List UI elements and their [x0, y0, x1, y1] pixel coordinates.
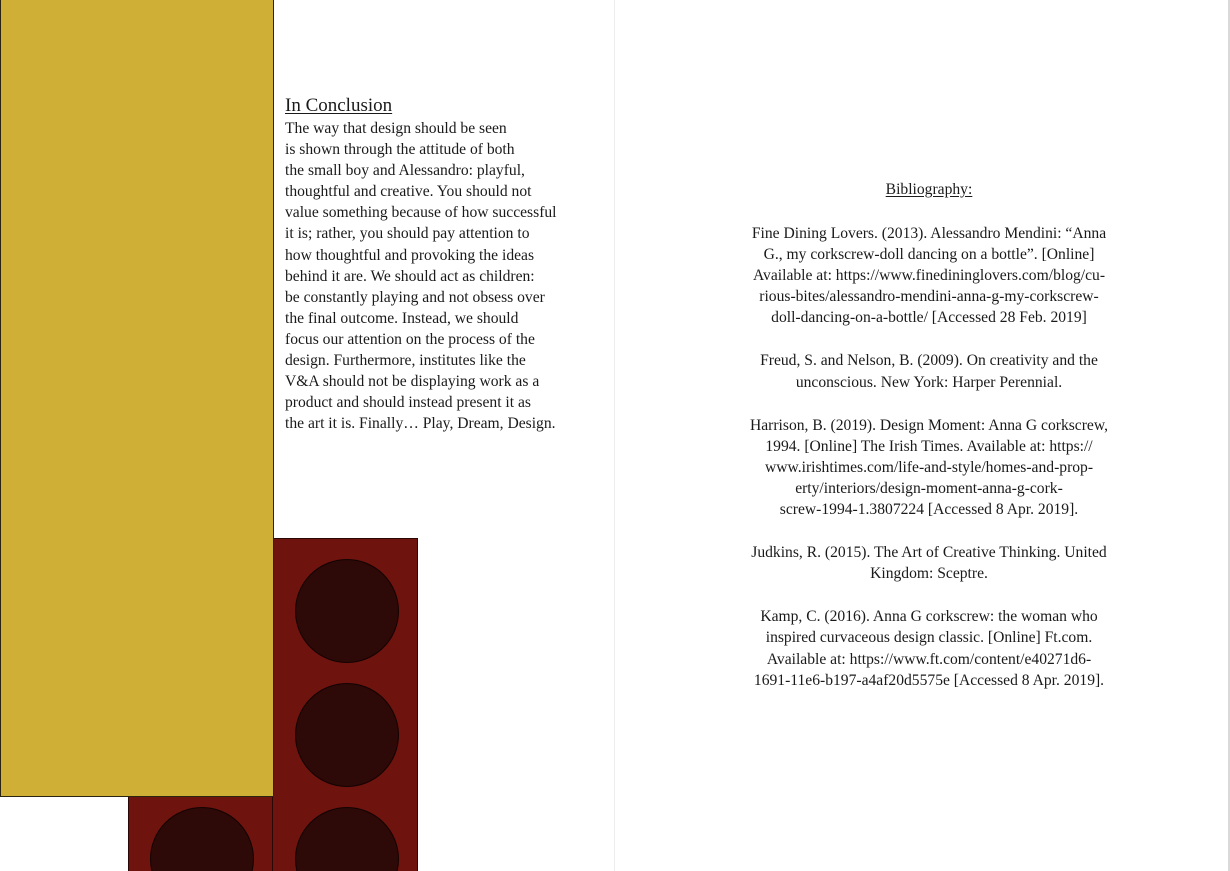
conclusion-heading: In Conclusion [285, 95, 393, 116]
brick-stud-2 [295, 683, 399, 787]
bibliography-heading: Bibliography: [885, 181, 973, 198]
conclusion-body [285, 118, 595, 434]
conclusion-line: the final outcome. Instead, we should [285, 309, 519, 327]
conclusion-line: thoughtful and creative. You should not [285, 183, 532, 201]
conclusion-line: focus our attention on the process of the [285, 330, 535, 348]
conclusion-line: the art it is. Finally… Play, Dream, Design. [285, 415, 556, 433]
entry-line: www.irishtimes.com/life-and-style/homes-and-prop- [764, 458, 1094, 476]
entry-line: 1691-11e6-b197-a4af20d5575e [Accessed 8 Apr. 2019]. [753, 671, 1105, 689]
entry-line: 1994. [Online] The Irish Times. Available at: https:// [765, 437, 1093, 455]
conclusion-line: The way that design should be seen [285, 120, 507, 137]
entry-line: Kingdom: Sceptre. [870, 565, 988, 583]
bibliography-entry [718, 223, 1140, 328]
entry-line: Harrison, B. (2019). Design Moment: Anna G corkscrew, [749, 416, 1108, 434]
brick-stud-1 [295, 559, 399, 663]
conclusion-line: V&A should not be displaying work as a [285, 373, 540, 391]
conclusion-line: value something because of how successful [285, 204, 557, 222]
entry-line: G., my corkscrew-doll dancing on a bottle”. [Online] [763, 246, 1095, 264]
bibliography-entry [718, 350, 1140, 392]
entry-line: Freud, S. and Nelson, B. (2009). On creativity and the [760, 352, 1098, 370]
entry-line: Available at: https://www.finedininglovers.com/blog/cu- [752, 267, 1106, 285]
conclusion-section [285, 94, 595, 434]
entry-line: unconscious. New York: Harper Perennial. [795, 373, 1063, 391]
bibliography-entry [718, 606, 1140, 690]
entry-line: screw-1994-1.3807224 [Accessed 8 Apr. 2019]. [779, 501, 1079, 519]
left-page [0, 0, 614, 871]
bibliography-section [718, 178, 1140, 713]
entry-line: Available at: https://www.ft.com/content/e40271d6- [766, 650, 1092, 668]
conclusion-line: behind it are. We should act as children: [285, 267, 535, 285]
conclusion-line: how thoughtful and provoking the ideas [285, 246, 535, 264]
conclusion-line: it is; rather, you should pay attention to [285, 225, 530, 243]
entry-line: inspired curvaceous design classic. [Online] Ft.com. [765, 629, 1093, 647]
conclusion-line: be constantly playing and not obsess over [285, 288, 545, 306]
entry-line: Fine Dining Lovers. (2013). Alessandro Mendini: “Anna [751, 225, 1107, 242]
conclusion-line: design. Furthermore, institutes like the [285, 352, 526, 370]
conclusion-line: product and should instead present it as [285, 394, 531, 412]
entry-line: Judkins, R. (2015). The Art of Creative Thinking. United [751, 544, 1107, 562]
gold-brick-illustration [0, 0, 274, 797]
conclusion-line: the small boy and Alessandro: playful, [285, 162, 525, 180]
entry-line: doll-dancing-on-a-bottle/ [Accessed 28 Feb. 2019] [771, 309, 1087, 327]
entry-line: erty/interiors/design-moment-anna-g-cork- [795, 479, 1063, 497]
bibliography-entry [718, 415, 1140, 520]
bibliography-entry [718, 542, 1140, 584]
conclusion-line: is shown through the attitude of both [285, 141, 515, 159]
entry-line: rious-bites/alessandro-mendini-anna-g-my-corkscrew- [759, 288, 1099, 306]
entry-line: Kamp, C. (2016). Anna G corkscrew: the woman who [760, 608, 1098, 626]
